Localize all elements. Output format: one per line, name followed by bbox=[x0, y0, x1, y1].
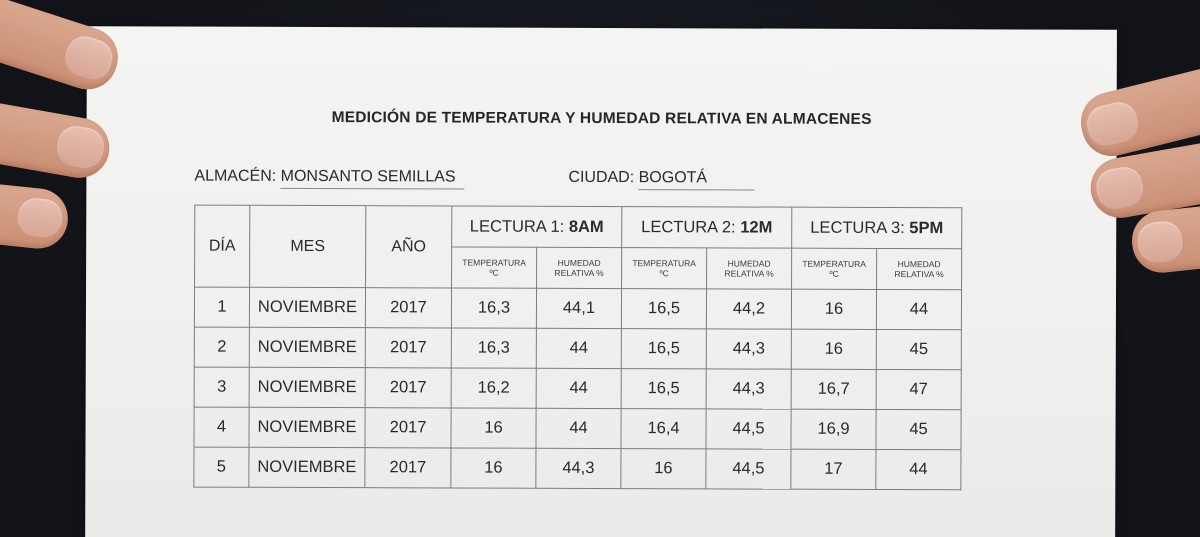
header-year: AÑO bbox=[366, 206, 452, 288]
left-fingernail bbox=[54, 123, 106, 170]
cell-day: 2 bbox=[194, 327, 249, 367]
cell-hum-2: 44,5 bbox=[706, 449, 791, 489]
subheader-humidity: HUMEDAD RELATIVA % bbox=[877, 248, 962, 289]
header-reading-1 bbox=[452, 206, 622, 248]
cell-hum-2: 44,2 bbox=[706, 289, 791, 329]
cell-temp-1: 16,3 bbox=[451, 288, 536, 328]
cell-temp-1: 16,3 bbox=[451, 328, 536, 368]
table-row bbox=[194, 447, 961, 490]
right-fingernail bbox=[1094, 164, 1146, 211]
cell-hum-1: 44 bbox=[536, 368, 621, 408]
header-reading-3 bbox=[792, 207, 962, 249]
table-row bbox=[194, 287, 961, 330]
paper-sheet bbox=[85, 26, 1117, 537]
reading-1-label: LECTURA 1: bbox=[469, 217, 565, 236]
cell-year: 2017 bbox=[365, 368, 451, 408]
readings-table bbox=[193, 205, 962, 491]
cell-temp-2: 16,5 bbox=[621, 289, 706, 329]
cell-temp-1: 16 bbox=[451, 448, 536, 488]
header-day: DÍA bbox=[195, 205, 250, 287]
cell-hum-1: 44,3 bbox=[536, 448, 621, 488]
cell-temp-1: 16 bbox=[451, 408, 536, 448]
subheader-temperature: TEMPERATURA ºC bbox=[452, 247, 537, 288]
store-field bbox=[194, 168, 464, 190]
cell-temp-3: 16 bbox=[791, 329, 876, 369]
cell-hum-3: 44 bbox=[876, 449, 961, 489]
reading-2-time: 12M bbox=[740, 217, 773, 237]
cell-temp-3: 17 bbox=[791, 449, 876, 489]
cell-day: 4 bbox=[194, 407, 249, 447]
store-label: ALMACÉN: bbox=[194, 167, 277, 185]
cell-hum-1: 44 bbox=[536, 408, 621, 448]
cell-hum-1: 44 bbox=[536, 328, 621, 368]
subheader-temperature: TEMPERATURA ºC bbox=[792, 248, 877, 289]
cell-month: NOVIEMBRE bbox=[249, 327, 365, 367]
cell-temp-3: 16,7 bbox=[791, 369, 876, 409]
subheader-humidity: HUMEDAD RELATIVA % bbox=[537, 247, 622, 288]
cell-month: NOVIEMBRE bbox=[249, 447, 365, 487]
cell-month: NOVIEMBRE bbox=[249, 287, 365, 327]
reading-1-time: 8AM bbox=[568, 217, 604, 236]
cell-hum-3: 44 bbox=[876, 289, 961, 329]
right-fingernail bbox=[1136, 220, 1184, 264]
cell-year: 2017 bbox=[365, 448, 451, 488]
cell-hum-1: 44,1 bbox=[536, 288, 621, 328]
cell-day: 5 bbox=[194, 447, 249, 487]
cell-temp-2: 16,4 bbox=[621, 409, 706, 449]
table-row bbox=[194, 327, 961, 370]
cell-temp-2: 16 bbox=[621, 449, 706, 489]
cell-day: 1 bbox=[194, 287, 249, 327]
left-finger bbox=[0, 181, 71, 252]
cell-temp-2: 16,5 bbox=[621, 369, 706, 409]
city-label: CIUDAD: bbox=[568, 168, 635, 187]
city-field bbox=[568, 169, 754, 191]
reading-3-time: 5PM bbox=[909, 218, 944, 237]
subheader-humidity: HUMEDAD RELATIVA % bbox=[707, 248, 792, 289]
cell-year: 2017 bbox=[365, 408, 451, 448]
cell-year: 2017 bbox=[365, 328, 451, 368]
reading-3-label: LECTURA 3: bbox=[810, 218, 905, 237]
table-row bbox=[194, 407, 961, 450]
cell-temp-1: 16,2 bbox=[451, 368, 536, 408]
left-fingernail bbox=[61, 32, 117, 84]
document-title: MEDICIÓN DE TEMPERATURA Y HUMEDAD RELATIVA EN ALMACENES bbox=[331, 109, 872, 128]
store-value: MONSANTO SEMILLAS bbox=[281, 168, 465, 190]
cell-year: 2017 bbox=[365, 288, 451, 328]
header-month: MES bbox=[250, 205, 366, 287]
cell-hum-3: 47 bbox=[876, 369, 961, 409]
right-fingernail bbox=[1083, 98, 1141, 149]
header-reading-2 bbox=[622, 207, 792, 249]
subheader-temperature: TEMPERATURA ºC bbox=[622, 248, 707, 289]
cell-temp-2: 16,5 bbox=[621, 329, 706, 369]
cell-month: NOVIEMBRE bbox=[249, 407, 365, 447]
cell-hum-2: 44,5 bbox=[706, 409, 791, 449]
cell-temp-3: 16 bbox=[791, 289, 876, 329]
cell-temp-3: 16,9 bbox=[791, 409, 876, 449]
cell-hum-2: 44,3 bbox=[706, 369, 791, 409]
cell-hum-2: 44,3 bbox=[706, 329, 791, 369]
cell-hum-3: 45 bbox=[876, 409, 961, 449]
reading-2-label: LECTURA 2: bbox=[641, 217, 736, 236]
cell-day: 3 bbox=[194, 367, 249, 407]
cell-hum-3: 45 bbox=[876, 329, 961, 369]
cell-month: NOVIEMBRE bbox=[249, 367, 365, 407]
left-fingernail bbox=[16, 197, 64, 239]
table-row bbox=[194, 367, 961, 410]
city-value: BOGOTÁ bbox=[639, 169, 755, 190]
